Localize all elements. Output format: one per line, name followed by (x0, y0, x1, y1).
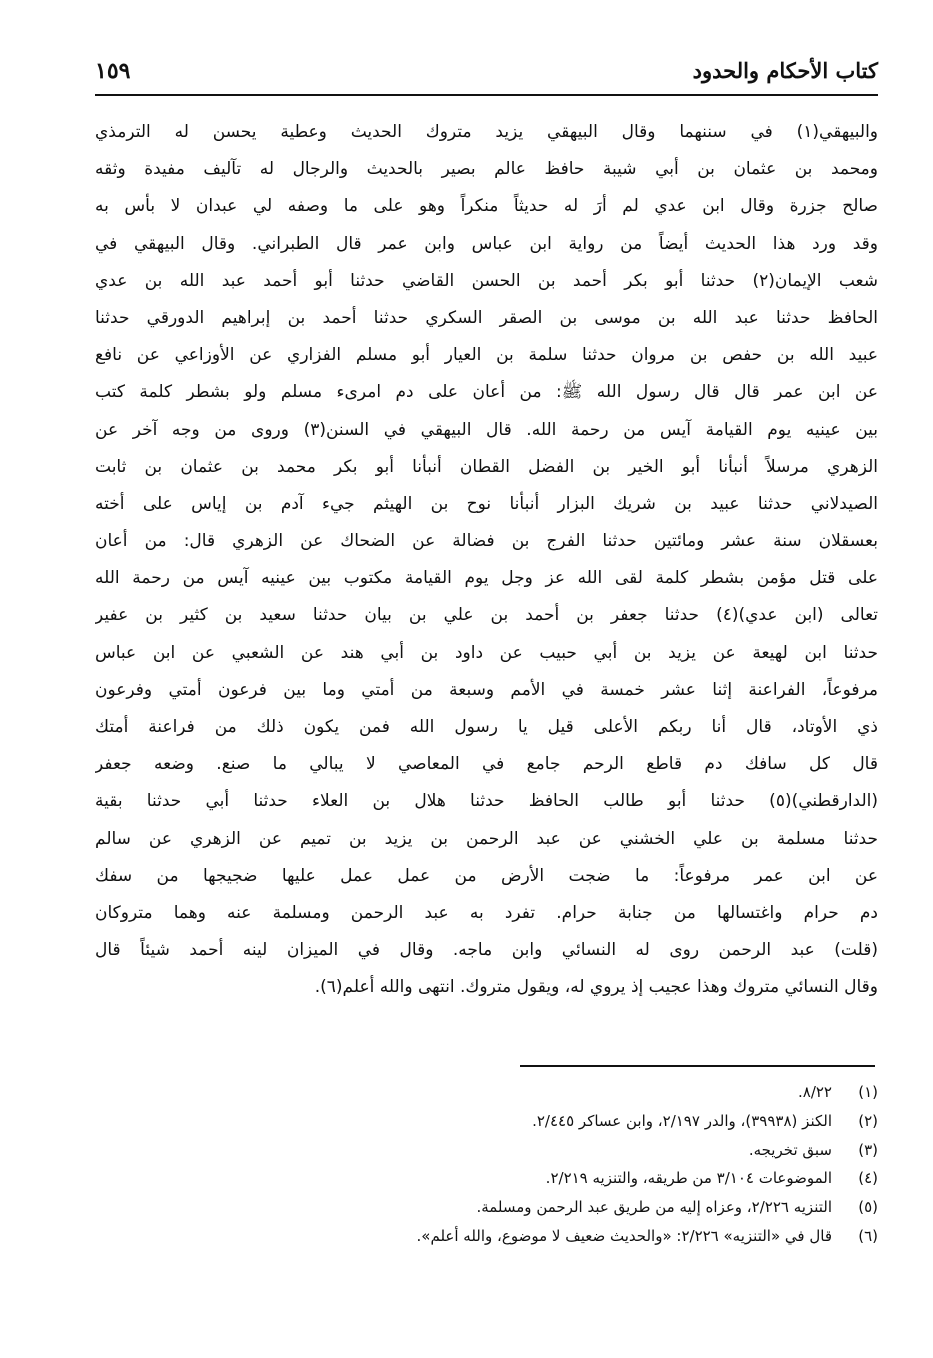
page-header (95, 52, 878, 96)
footnote (95, 1107, 878, 1136)
body-line: حدثنا ابن لهيعة عن يزيد بن أبي حبيب عن داود بن أبي هند عن الشعبي عن ابن عباس (95, 642, 878, 663)
footnote-text: الكنز (٣٩٩٣٨)، والدر ٢/١٩٧، وابن عساكر ٢/٤٤٥. (532, 1111, 832, 1130)
body-line: عن ابن عمر قال قال رسول الله ﷺ: من أعان على دم امرىء مسلم ولو بشطر كلمة كتب (95, 382, 878, 403)
footnote-number: (٥) (858, 1198, 878, 1217)
footnote-number: (٢) (858, 1111, 878, 1130)
footnote (95, 1078, 878, 1107)
running-title: كتاب الأحكام والحدود (692, 58, 878, 83)
footnote (95, 1222, 878, 1251)
body-text (95, 114, 878, 1007)
body-line: ومحمد بن عثمان بن أبي شيبة حافظ عالم بصير بالحديث والرجال له تآليف مفيدة وثقه (95, 159, 878, 180)
body-line: حدثنا مسلمة بن علي الخشني عن عبد الرحمن بن يزيد بن تميم عن الزهري عن سالم (95, 828, 878, 849)
body-line: شعب الإيمان(٢) حدثنا أبو بكر أحمد بن الحسن القاضي حدثنا أبو أحمد عبد الله بن عدي (95, 270, 878, 291)
footnote-number: (١) (858, 1083, 878, 1101)
body-line: دم حرام واغتسالها من جنابة حرام. تفرد به عبد الرحمن ومسلمة عنه وهما متروكان (95, 902, 878, 923)
footnote (95, 1136, 878, 1165)
body-line: ذي الأوتاد، قال أنا ربكم الأعلى قيل يا رسول الله فمن يكون ذلك من فراعنة أمتك (95, 717, 878, 737)
body-line: على قتل مؤمن بشطر كلمة لقى الله عز وجل يوم القيامة مكتوب بين عينيه آيس من رحمة الله (95, 568, 878, 589)
footnote-text: سبق تخريجه. (748, 1140, 832, 1159)
footnote-separator (520, 1065, 875, 1067)
body-line: عن ابن عمر مرفوعاً: ما ضجت الأرض من عمل عمل عليها ضجيجها من سفك (95, 865, 878, 886)
body-line: الصيدلاني حدثنا عبيد بن شريك البزار أنبأنا نوح بن الهيثم جيء آدم بن إياس على أخته (95, 493, 878, 514)
body-line: مرفوعاً، الفراعنة إثنا عشر خمسة في الأمم وسبعة من أمتي وما بين فرعون أمتي وفرعون (95, 679, 878, 700)
footnote (95, 1193, 878, 1222)
footnote-text: قال في «التنزيه» ٢/٢٢٦: «والحديث ضعيف لا موضوع، والله أعلم». (416, 1226, 832, 1245)
body-line: بعسقلان سنة عشر ومائتين حدثنا الفرج بن فضالة عن الضحاك عن الزهري قال: من أعان (95, 531, 878, 552)
body-line: بين عينيه يوم القيامة آيس من رحمة الله. قال البيهقي في السنن(٣) وروى من وجه آخر عن (95, 419, 878, 440)
body-line: والبيهقي(١) في سننهما وقال البيهقي يزيد متروك الحديث وعطية يحسن له الترمذي (95, 122, 878, 142)
page-number: ١٥٩ (95, 58, 131, 84)
body-line: تعالى (ابن عدي)(٤) حدثنا جعفر بن أحمد بن علي بن بيان حدثنا سعيد بن كثير بن عفير (95, 605, 878, 626)
body-line: وقد ورد هذا الحديث أيضاً من رواية ابن عباس وابن عمر قال الطبراني. وقال البيهقي في (95, 233, 878, 254)
body-line: وقال النسائي متروك وهذا عجيب إذ يروي له، ويقول متروك. انتهى والله أعلم(٦). (314, 977, 878, 998)
footnote-text: ٨/٢٢. (797, 1083, 832, 1101)
body-line: قال كل سافك دم قاطع الرحم جامع في المعاصي لا يبالي ما صنع. وضعه جعفر (95, 754, 878, 775)
footnote-number: (٣) (858, 1140, 878, 1159)
footnote (95, 1164, 878, 1193)
footnotes (95, 1078, 878, 1251)
body-line: الحافظ حدثنا عبد الله بن موسى بن الصقر السكري حدثنا أحمد بن إبراهيم الدورقي حدثنا (95, 307, 878, 328)
footnote-number: (٤) (858, 1169, 878, 1188)
body-line: (قلت) عبد الرحمن روى له النسائي وابن ماجه. وقال في الميزان لينه أحمد شيئاً قال (95, 940, 878, 961)
footnote-text: التنزيه ٢/٢٢٦، وعزاه إليه من طريق عبد الرحمن ومسلمة. (476, 1198, 832, 1217)
body-line: عبيد الله بن حفص بن مروان حدثنا سلمة بن العيار أبو مسلم الفزاري عن الأوزاعي عن نافع (95, 345, 878, 366)
body-line: صالح جزرة وقال ابن عدي لم أرَ له حديثاً منكراً وهو على ما وصفه لي عبدان لا بأس به (95, 196, 878, 217)
footnote-number: (٦) (858, 1226, 878, 1245)
body-line: الزهري مرسلاً أنبأنا أبو الخير بن الفضل القطان أنبأنا أبو بكر محمد بن عثمان بن ثابت (95, 456, 878, 477)
footnote-text: الموضوعات ٣/١٠٤ من طريقه، والتنزيه ٢/٢١٩. (545, 1169, 832, 1188)
body-line: (الدارقطني)(٥) حدثنا أبو طالب الحافظ حدثنا هلال بن العلاء حدثنا أبي حدثنا بقية (95, 791, 878, 812)
